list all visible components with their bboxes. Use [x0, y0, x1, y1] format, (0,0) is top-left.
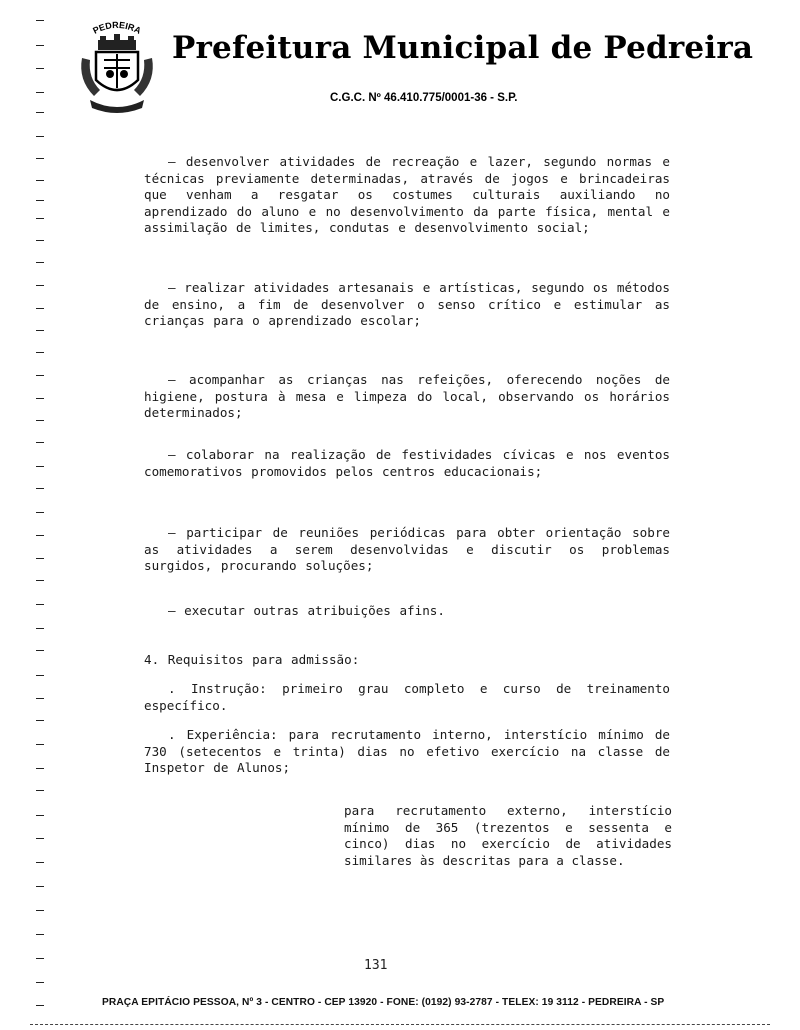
tick [36, 604, 44, 605]
duty-paragraph: — acompanhar as crianças nas refeições, oferecendo noções de higiene, postura à mesa e limpeza do local, observando os horários determinados; [144, 372, 670, 420]
tick [36, 45, 44, 46]
duty-paragraph: — participar de reuniões periódicas para obter orientação sobre as atividades a serem desenvolvidas e discutir os problemas surgidos, procurando soluções; [144, 525, 670, 573]
letterhead-cgc: C.G.C. Nº 46.410.775/0001-36 - S.P. [330, 92, 518, 104]
bottom-rule [30, 1024, 770, 1026]
tick [36, 628, 44, 629]
instruction-requirement: . Instrução: primeiro grau completo e curso de treinamento específico. [144, 681, 670, 713]
duty-paragraph: — executar outras atribuições afins. [168, 603, 445, 618]
tick [36, 815, 44, 816]
tick [36, 200, 44, 201]
duty-paragraph: — realizar atividades artesanais e artísticas, segundo os métodos de ensino, a fim de desenvolver o senso crítico e estimular as crianças para o aprendizado escolar; [144, 280, 670, 328]
tick [36, 675, 44, 676]
tick [36, 558, 44, 559]
tick [36, 768, 44, 769]
tick [36, 838, 44, 839]
tick [36, 698, 44, 699]
letterhead-footer: PRAÇA EPITÁCIO PESSOA, Nº 3 - CENTRO - CEP 13920 - FONE: (0192) 93-2787 - TELEX: 19 3112 - PEDREIRA - SP [102, 997, 665, 1008]
tick [36, 352, 44, 353]
tick [36, 535, 44, 536]
tick [36, 982, 44, 983]
tick [36, 580, 44, 581]
tick [36, 330, 44, 331]
tick [36, 375, 44, 376]
tick [36, 158, 44, 159]
tick [36, 262, 44, 263]
svg-text:PEDREIRA [91, 20, 143, 36]
crest-banner-text: PEDREIRA [91, 19, 143, 36]
tick [36, 285, 44, 286]
margin-tick-marks [0, 0, 60, 1030]
tick [36, 442, 44, 443]
tick [36, 308, 44, 309]
tick [36, 744, 44, 745]
tick [36, 886, 44, 887]
tick [36, 180, 44, 181]
external-recruitment-requirement: para recrutamento externo, interstício mínimo de 365 (trezentos e sessenta e cinco) dias no exercício de atividades similares às descritas para a classe. [344, 803, 672, 868]
tick [36, 112, 44, 113]
tick [36, 790, 44, 791]
duty-paragraph: — desenvolver atividades de recreação e lazer, segundo normas e técnicas previamente determinadas, através de jogos e brincadeiras que venham a resgatar os costumes culturais auxiliando no aprendizado do aluno e no desenvolvimento da parte física, mental e assimilação de limites, condutas e desenvolvimento social; [144, 154, 670, 235]
tick [36, 910, 44, 911]
tick [36, 466, 44, 467]
tick [36, 1005, 44, 1006]
tick [36, 68, 44, 69]
tick [36, 862, 44, 863]
tick [36, 136, 44, 137]
tick [36, 218, 44, 219]
letterhead-title: Prefeitura Municipal de Pedreira [172, 30, 754, 66]
tick [36, 958, 44, 959]
tick [36, 20, 44, 21]
requirements-heading: 4. Requisitos para admissão: [144, 652, 360, 667]
page-number: 131 [364, 958, 388, 973]
tick [36, 398, 44, 399]
duty-paragraph: — colaborar na realização de festividades cívicas e nos eventos comemorativos promovidos pelos centros educacionais; [144, 447, 670, 479]
tick [36, 240, 44, 241]
tick [36, 92, 44, 93]
tick [36, 420, 44, 421]
tick [36, 720, 44, 721]
tick [36, 934, 44, 935]
coat-of-arms-icon [76, 18, 158, 118]
tick [36, 512, 44, 513]
experience-requirement: . Experiência: para recrutamento interno, interstício mínimo de 730 (setecentos e trinta) dias no efetivo exercício na classe de Inspetor de Alunos; [144, 727, 670, 775]
tick [36, 650, 44, 651]
tick [36, 488, 44, 489]
